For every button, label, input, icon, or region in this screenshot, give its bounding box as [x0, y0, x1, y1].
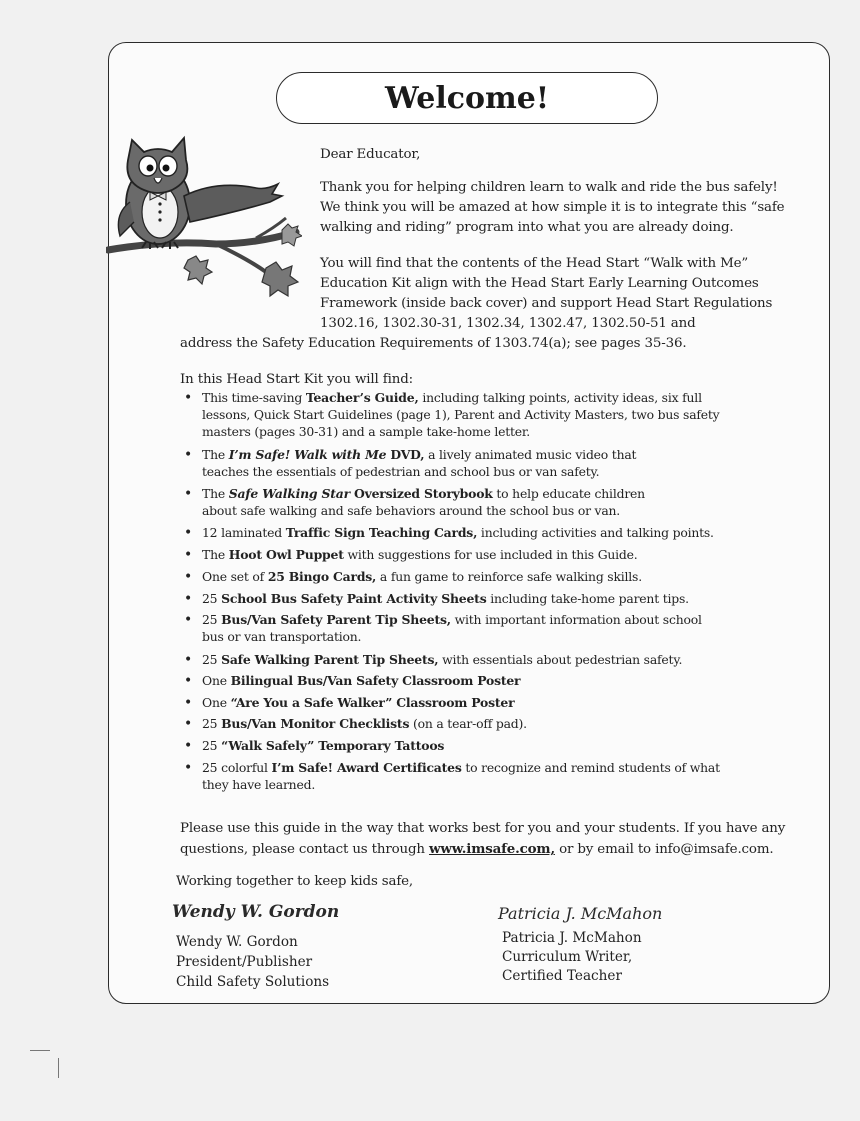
text-line: questions, please contact us through www.imsafe.com, or by email to info@imsafe.com.	[180, 841, 774, 857]
text-line: You will find that the contents of the Head Start “Walk with Me”	[320, 256, 749, 271]
signer-block-2	[502, 929, 642, 986]
intro-paragraph-1	[320, 178, 790, 238]
list-item: • 25 “Walk Safely” Temporary Tattoos	[202, 738, 782, 755]
text-line: address the Safety Education Requirements of 1303.74(a); see pages 35-36.	[180, 336, 687, 351]
text-line: We think you will be amazed at how simple it is to integrate this “safe	[320, 200, 785, 215]
page-title: Welcome!	[384, 80, 549, 116]
list-item: • 25 Safe Walking Parent Tip Sheets, with essentials about pedestrian safety.	[202, 652, 782, 669]
crop-mark	[30, 1050, 50, 1051]
list-item: • The I’m Safe! Walk with Me DVD, a lively animated music video that teaches the essentials of pedestrian and school bus or van safety.	[202, 447, 782, 481]
text-line: Education Kit align with the Head Start Early Learning Outcomes	[320, 276, 759, 291]
signer-org: Child Safety Solutions	[176, 974, 330, 990]
title-banner	[276, 72, 658, 124]
list-item: • One set of 25 Bingo Cards, a fun game to reinforce safe walking skills.	[202, 569, 782, 586]
signer-title: President/Publisher	[176, 954, 313, 970]
text-line: Please use this guide in the way that works best for you and your students. If you have any	[180, 821, 786, 836]
text-line: Thank you for helping children learn to walk and ride the bus safely!	[320, 180, 778, 195]
list-item: • The Hoot Owl Puppet with suggestions for use included in this Guide.	[202, 547, 782, 564]
signer-name: Patricia J. McMahon	[502, 930, 642, 946]
text-line: 1302.16, 1302.30-31, 1302.34, 1302.47, 1302.50-51 and	[320, 316, 696, 331]
signer-title: Certified Teacher	[502, 968, 622, 984]
list-item: • 25 Bus/Van Safety Parent Tip Sheets, with important information about school bus or van transportation.	[202, 612, 782, 646]
salutation: Dear Educator,	[320, 147, 421, 162]
website-link[interactable]: www.imsafe.com,	[428, 841, 555, 857]
intro-paragraph-2	[320, 254, 790, 334]
signoff: Working together to keep kids safe,	[176, 874, 414, 889]
closing-paragraph	[180, 818, 790, 860]
crop-mark	[58, 1058, 59, 1078]
text-line: Framework (inside back cover) and support Head Start Regulations	[320, 296, 773, 311]
signature-wendy: Wendy W. Gordon	[172, 902, 340, 922]
list-item: • One Bilingual Bus/Van Safety Classroom Poster	[202, 673, 782, 690]
list-item: • One “Are You a Safe Walker” Classroom Poster	[202, 695, 782, 712]
kit-intro: In this Head Start Kit you will find:	[180, 372, 413, 387]
list-item: • 25 Bus/Van Monitor Checklists (on a tear-off pad).	[202, 716, 782, 733]
list-item: • The Safe Walking Star Oversized Storybook to help educate children about safe walking and safe behaviors around the school bus or van.	[202, 486, 782, 520]
list-item: • This time-saving Teacher’s Guide, including talking points, activity ideas, six full lessons, Quick Start Guidelines (page 1), Parent and Activity Masters, two bus safety masters (pages 30-31) and a sample take-home letter.	[202, 390, 782, 440]
signer-block-1	[176, 932, 329, 992]
owl-icon	[106, 132, 302, 302]
signer-name: Wendy W. Gordon	[176, 934, 298, 950]
list-item: • 25 School Bus Safety Paint Activity Sheets including take-home parent tips.	[202, 591, 782, 608]
signature-patricia: Patricia J. McMahon	[498, 904, 663, 923]
signer-title: Curriculum Writer,	[502, 949, 633, 965]
text-line: walking and riding” program into what you are already doing.	[320, 220, 734, 235]
list-item: • 12 laminated Traffic Sign Teaching Cards, including activities and talking points.	[202, 525, 782, 542]
list-item: • 25 colorful I’m Safe! Award Certificates to recognize and remind students of what they have learned.	[202, 760, 782, 794]
